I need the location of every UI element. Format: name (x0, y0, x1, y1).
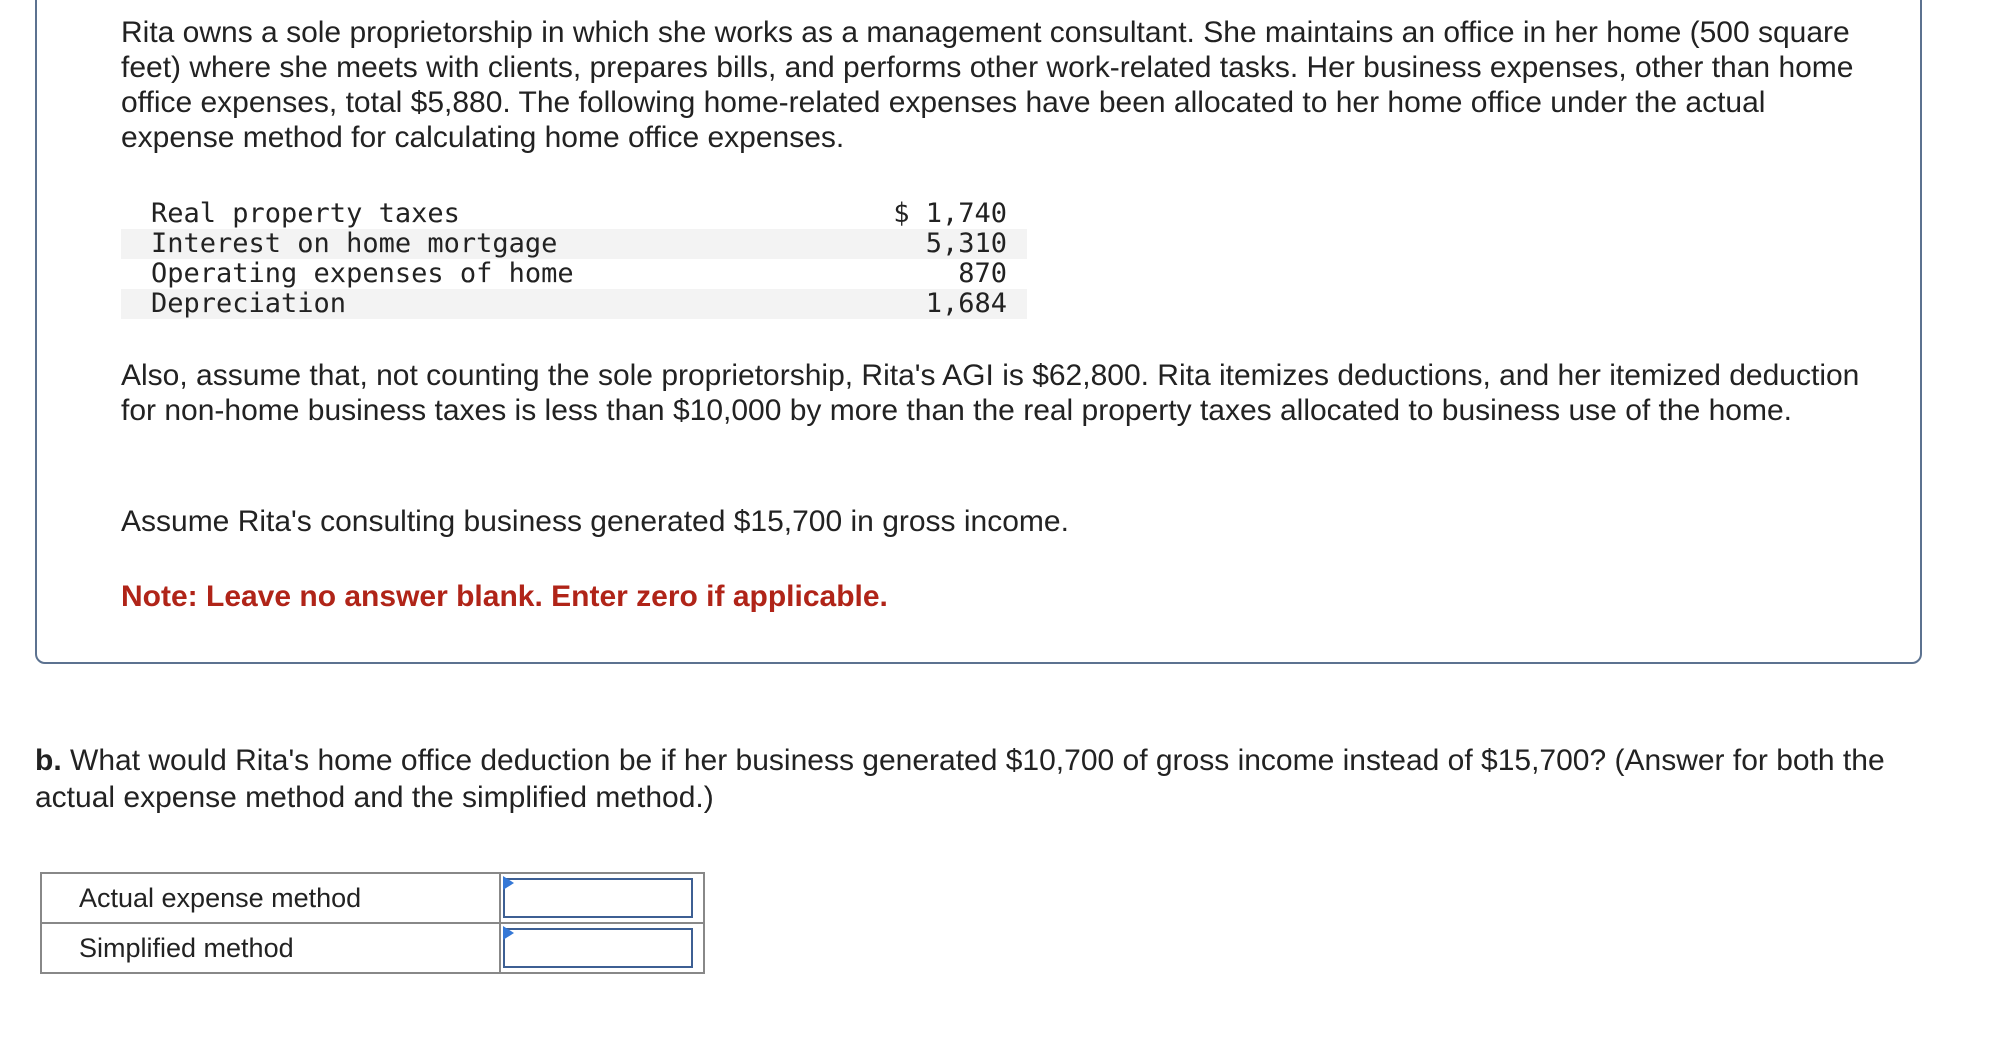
expense-table (121, 199, 1027, 319)
expense-label: Depreciation (121, 289, 687, 319)
simplified-method-input[interactable] (503, 928, 693, 968)
answer-input-cell (500, 923, 704, 973)
answer-row-actual-expense (41, 873, 704, 923)
expense-row (121, 199, 1027, 229)
expense-amount: 870 (958, 258, 1007, 289)
answer-note: Note: Leave no answer blank. Enter zero if applicable. (121, 580, 888, 613)
answer-input-cell (500, 873, 704, 923)
expense-label: Interest on home mortgage (121, 229, 687, 259)
expense-label: Operating expenses of home (151, 258, 574, 289)
problem-intro: Rita owns a sole proprietorship in which she works as a management consultant. She maintains an office in her home (500 square feet) where she meets with clients, prepares bills, and performs other work-related tasks. Her business expenses, other than home office expenses, total $5,880. The following home-related expenses have been allocated to her home office under the actual expense method for calculating home office expenses. (121, 16, 1854, 154)
question-b-text: What would Rita's home office deduction be if her business generated $10,700 of gross income instead of $15,700? (Answer for both the actual expense method and the simplified method.) (35, 744, 1885, 814)
expense-amount: 1,684 (687, 289, 1027, 319)
agi-paragraph: Also, assume that, not counting the sole proprietorship, Rita's AGI is $62,800. Rita itemizes deductions, and her itemized deduction for non-home business taxes is less than $10,000 by more than the real property taxes allocated to business use of the home. (121, 359, 1860, 427)
expense-label: Real property taxes (151, 198, 460, 229)
question-b (35, 742, 1915, 816)
expense-amount: 5,310 (687, 229, 1027, 259)
required-flag-icon (503, 926, 514, 940)
answer-row-simplified (41, 923, 704, 973)
answer-table (40, 872, 705, 974)
gross-income-paragraph: Assume Rita's consulting business generated $15,700 in gross income. (121, 505, 1069, 538)
answer-row-label: Actual expense method (41, 873, 500, 923)
expense-amount: $ 1,740 (893, 198, 1007, 229)
expense-row (121, 289, 1027, 319)
required-flag-icon (503, 876, 514, 890)
actual-expense-method-input[interactable] (503, 878, 693, 918)
answer-row-label: Simplified method (41, 923, 500, 973)
question-b-prefix: b. (35, 744, 62, 777)
expense-row (121, 229, 1027, 259)
expense-row (121, 259, 1027, 289)
